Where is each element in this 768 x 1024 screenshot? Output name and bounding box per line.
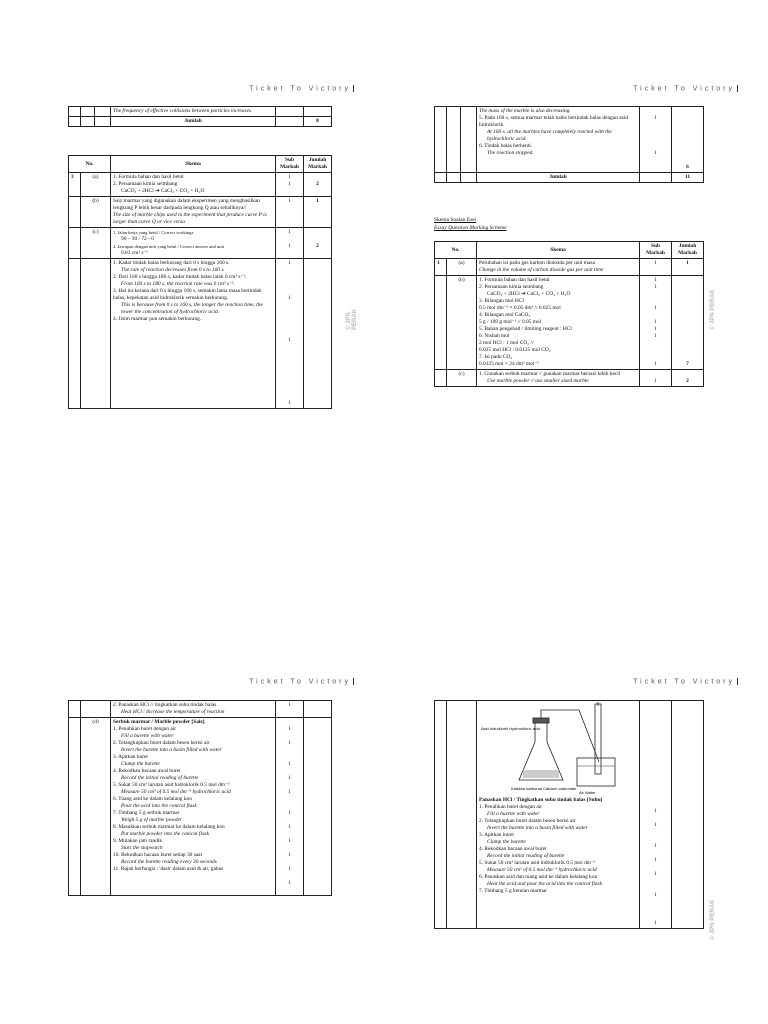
sub-mark: 1 <box>654 871 657 877</box>
sub-mark: 1 <box>288 880 291 886</box>
p4-subs <box>640 701 672 929</box>
header-no: No. <box>435 242 477 259</box>
list-item: 7. Isi padu CO₂ <box>479 354 513 360</box>
list-item-en: Fill a burette with water <box>121 733 174 739</box>
list-item: 7. Timbang 5 g ketulan marmar <box>479 888 547 894</box>
sub-mark: 1 <box>288 229 291 235</box>
p2-scheme-continued <box>477 107 640 173</box>
scheme-text-en: Change in the volume of carbon dioxide gas per unit time <box>479 267 604 273</box>
sub-mark: 1 <box>288 789 291 795</box>
list-item: 5 g / 100 g mol⁻¹ // 0.05 mol <box>479 319 542 325</box>
apparatus-diagram <box>479 702 619 794</box>
list-item-en: At 160 s, all the marbles have completely reacted with the hydrochloric acid. <box>487 129 612 142</box>
list-item: 5. Bahan pengehad / limiting reagent : HCl <box>479 326 572 332</box>
sub-mark: 1 <box>654 115 657 121</box>
page-1 <box>0 0 384 512</box>
list-item: 6. Tuang asid ke dalam kelalang kon <box>113 796 192 802</box>
p4-scheme <box>477 701 640 929</box>
list-item: 2. Telangkupkan buret dalam besen berisi air <box>113 740 210 746</box>
p1-part-c-scheme <box>111 228 276 259</box>
p1-part-b-label: (b) <box>81 197 111 228</box>
list-item-en: Invert the burette into a basin filled with water <box>487 825 588 831</box>
list-item: 1. Penuhkan buret dengan air <box>479 804 543 810</box>
list-item: 6. Tindak balas berhenti. <box>479 143 533 149</box>
p2-jumlah-mark: 11 <box>672 173 704 183</box>
p1-top-row-text: The frequency of effective collisions between particles increases <box>111 107 276 117</box>
sub-mark: 1 <box>288 810 291 816</box>
working: 90 – 30 / 72 - 0 <box>121 236 154 242</box>
header-jumlah: Jumlah Markah <box>304 156 332 173</box>
p2-top-table <box>434 106 704 183</box>
p2-question-number: 1 <box>435 259 447 276</box>
p1-part-a-scheme <box>111 173 276 197</box>
basin <box>577 758 615 786</box>
list-item-en: Measure 50 cm³ of 0.5 mol dm⁻³ hydrochloric acid <box>487 867 597 873</box>
sub-mark <box>642 312 669 319</box>
list-item: 1. Jalan kerja yang betul / Correct workings <box>113 230 194 235</box>
list-item-en: From 160 s to 180 s, the reaction rate was 0 cm³ s⁻¹. <box>121 281 235 287</box>
p2-part-a-scheme <box>477 259 640 276</box>
sub-mark: 1 <box>288 726 291 732</box>
header-no: No. <box>69 156 111 173</box>
sub-mark: 1 <box>654 892 657 898</box>
list-item-en: The rate of reaction decreases from 0 s to 160 s. <box>121 267 225 273</box>
total-mark: 1 <box>304 197 332 228</box>
sub-mark: 1 <box>654 150 657 156</box>
sub-mark: 1 <box>654 326 657 332</box>
list-item: 3. Apitkan buret <box>113 754 148 760</box>
label-carbonate: Kalsium karbonat Calcium carbonate <box>511 786 577 791</box>
sub-mark: 1 <box>288 775 291 781</box>
sub-mark <box>642 347 669 354</box>
sub-mark: 1 <box>654 333 657 339</box>
list-item: 1. Formula bahan dan hasil betul <box>479 277 550 283</box>
watermark: © JPN PERAK <box>710 899 716 940</box>
header-ticket-to-victory: Ticket To Victory <box>633 678 738 685</box>
list-item: 0.025 mol HCl : 0.0125 mol CO₂ <box>479 347 551 353</box>
stopper <box>533 718 549 723</box>
list-item: 2. Telangkupkan buret dalam besen berisi air <box>479 818 576 824</box>
sub-mark <box>642 340 669 347</box>
total-mark: 7 <box>672 276 704 370</box>
scheme-heading: Panaskan HCl / Tingkatkan suhu tindak balas [Suhu] <box>479 797 603 803</box>
sub-mark: 1 <box>288 866 291 872</box>
sub-mark: 1 <box>654 822 657 828</box>
list-item: 2. Persamaan kimia seimbang <box>113 181 178 187</box>
list-item-en: Invert the burette into a basin filled with water <box>121 747 222 753</box>
p3-scheme-table <box>68 700 332 896</box>
list-item: 6. Nisbah mol <box>479 333 510 339</box>
list-item-en: Start the stopwatch <box>121 845 163 851</box>
list-item: 4. Rekodkan bacaan awal buret <box>479 846 547 852</box>
p1-part-c-label: (c) <box>81 228 111 259</box>
sub-mark: 1 <box>654 361 657 367</box>
scheme-text: Saiz marmar yang digunakan dalam eksperimen yang menghasilkan lengkung P lebih besar daripada lengkung Q atau sebaliknya// <box>113 198 260 211</box>
list-item: 5. Pada 160 s, semua marmar telah habis bertindak balas dengan asid hidroklorik. <box>479 115 628 128</box>
sub-mark: 1 <box>640 259 672 276</box>
list-item: 4. Jisim marmar pun semakin berkurang. <box>113 316 202 322</box>
list-item: 3. Hal ini kerana dari 0 s hingga 160 s, semakin lama masa bertindak balas, kepekatan asid hidroklorik semakin berkurang. <box>113 288 262 301</box>
total-mark: 2 <box>316 243 319 249</box>
list-item-en: Weigh 5 g of marble powder <box>121 817 183 823</box>
list-item-en: Heat HCl / Increase the temperature of reaction <box>121 709 225 715</box>
sub-mark: 1 <box>654 857 657 863</box>
list-item-en: Clamp the burette <box>487 839 526 845</box>
total-mark: 2 <box>672 370 704 387</box>
p3-part-d-scheme <box>111 718 276 896</box>
list-item-en: Fill a burette with water <box>487 811 540 817</box>
header-ticket-to-victory: Ticket To Victory <box>249 678 354 685</box>
p1-top-table <box>68 106 332 127</box>
sub-mark: 1 <box>640 370 672 387</box>
sub-mark: 1 <box>654 920 657 926</box>
sub-mark <box>642 298 669 305</box>
p3-scheme-continued <box>111 701 276 718</box>
list-item: 11. Rajah berfungsi : 'dash' dalam asid & air, gabus <box>113 866 224 872</box>
list-item: 2. Dari 160 s hingga 180 s, kadar tindak balas ialah 0 cm³ s⁻¹. <box>113 274 247 280</box>
p2-part-c-label: (c) <box>447 370 477 387</box>
sub-mark <box>642 291 669 298</box>
sub-mark <box>642 354 669 361</box>
list-item-en: Record the initial reading of burette <box>121 775 199 781</box>
header-ticket-to-victory: Ticket To Victory <box>249 85 354 92</box>
sub-mark: 1 <box>288 260 291 266</box>
p3-part-d-subs <box>276 718 304 896</box>
sub-mark: 1 <box>276 197 304 228</box>
sub-mark: 1 <box>288 740 291 746</box>
list-item: 4. Rekodkan bacaan awal buret <box>113 768 181 774</box>
p1-jumlah-label: Jumlah <box>111 117 276 127</box>
list-item: 5. Sukat 50 cm³ larutan asid hidroklorik 0.5 mol dm⁻³ <box>479 860 596 866</box>
list-item: 3. Apitkan buret <box>479 832 514 838</box>
list-item-en: The mass of the marble is also decreasing. <box>479 108 571 114</box>
header-sub: Sub Markah <box>276 156 304 173</box>
p1-part-b-scheme <box>111 197 276 228</box>
answer: 0.83 cm³ s⁻¹ <box>121 250 148 256</box>
burette <box>595 704 601 774</box>
sub-mark: 1 <box>654 843 657 849</box>
list-item-en: Put marble powder into the conical flask <box>121 831 210 837</box>
label-water: Air Water <box>579 790 596 794</box>
p1-question-number: 3 <box>69 173 81 197</box>
sub-mark: 1 <box>288 400 291 406</box>
list-item: CaCO₃ + 2HCl ➔ CaCl₂ + CO₂ + H₂O <box>487 291 571 297</box>
page-2 <box>384 0 768 512</box>
list-item: 2. Panaskan HCl // tingkatkan suhu tindak balas <box>113 702 217 708</box>
sub-mark: 1 <box>288 824 291 830</box>
sub-mark: 1 <box>288 243 291 249</box>
sub-mark: 1 <box>654 277 657 283</box>
total-mark: 2 <box>316 181 319 187</box>
watermark: © JPN PERAK <box>710 289 716 330</box>
p4-scheme-table <box>434 700 704 929</box>
list-item: 0.0125 mol × 24 dm³ mol⁻¹ <box>479 361 539 367</box>
list-item: 0.5 mol dm⁻³ × 0.05 dm³ // 0.025 mol <box>479 305 561 311</box>
sub-mark: 1 <box>276 701 304 718</box>
list-item-en: Clamp the burette <box>121 761 160 767</box>
p2-scheme-table <box>434 241 704 387</box>
p2-part-b-subs <box>640 276 672 370</box>
list-item: 3. Bilangan mol HCl <box>479 298 524 304</box>
sub-mark: 1 <box>288 295 291 301</box>
list-item: 1. Gunakan serbuk marmar // gunakan marmar bersaiz lebih kecil <box>479 371 621 377</box>
sub-mark: 1 <box>288 852 291 858</box>
sub-mark: 1 <box>654 284 657 290</box>
scheme-text-en: The size of marble chips used in the experiment that produce curve P is larger than curve Q or vice versa <box>113 212 267 225</box>
section-title-ms: Skema Soalan Esei <box>434 217 477 223</box>
page-3 <box>0 512 384 1024</box>
sub-mark: 1 <box>288 174 291 180</box>
sub-mark: 1 <box>654 319 657 325</box>
sub-mark: 1 <box>288 337 291 343</box>
sub-mark: 1 <box>654 305 657 311</box>
p2-jumlah-label: Jumlah <box>477 173 640 183</box>
list-item-en: This is because from 0 s to 160 s, the longer the reaction time, the lower the concentration of hydrochloric acid. <box>121 302 263 315</box>
equation: CaCO₃ + 2HCl ➔ CaCl₂ + CO₂ + H₂O <box>121 188 205 194</box>
list-item-en: Use marble powder // use smaller sized marble <box>487 378 589 384</box>
header-skema: Skema <box>111 156 276 173</box>
delivery-tube <box>541 710 599 762</box>
header-sub: Sub Markah <box>640 242 672 259</box>
list-item-en: Record the burette reading every 30 seconds <box>121 859 217 865</box>
list-item-en: Measure 50 cm³ of 0.5 mol dm⁻³ hydrochloric acid <box>121 789 231 795</box>
list-item: 1. Penuhkan buret dengan air <box>113 726 177 732</box>
sub-mark: 1 <box>654 808 657 814</box>
watermark: © JPN PERAK <box>346 308 358 330</box>
p2-part-b-scheme <box>477 276 640 370</box>
list-item: 10. Rekodkan bacaan buret setiap 30 saat <box>113 852 203 858</box>
scheme-text: Perubahan isi padu gas karbon dioksida per unit masa <box>479 260 595 266</box>
list-item: 2. Persamaan kimia seimbang <box>479 284 544 290</box>
header-ticket-to-victory: Ticket To Victory <box>633 85 738 92</box>
list-item: 5. Sukat 50 cm³ larutan asid hidroklorik 0.5 mol dm⁻³ <box>113 782 230 788</box>
header-jumlah: Jumlah Markah <box>672 242 704 259</box>
header-skema: Skema <box>477 242 640 259</box>
list-item: 7. Timbang 5 g serbuk marmar <box>113 810 180 816</box>
list-item-en: Pour the acid into the conical flask <box>121 803 197 809</box>
label-acid: Asid hidroklorik Hydrochloric acid <box>481 726 540 731</box>
list-item: 4. Bilangan mol CaCO₃ <box>479 312 531 318</box>
sub-mark: 1 <box>288 838 291 844</box>
p2-part-a-label: (a) <box>447 259 477 276</box>
sub-mark: 1 <box>288 181 291 187</box>
list-item: 2 mol HCl : 1 mol CO₂ // <box>479 340 534 346</box>
p1-part-a-label: (a) <box>81 173 111 197</box>
list-item-en: The reaction stopped. <box>487 150 534 156</box>
p3-part-d-label: (d) <box>81 718 111 896</box>
section-title-en: Essay Question Marking Scheme <box>434 225 507 231</box>
sub-mark: 1 <box>288 761 291 767</box>
list-item: 2. Jawapan dengan unit yang betul / Correct answer and unit <box>113 244 225 249</box>
list-item: 8. Masukkan serbuk marmar ke dalam kelalang kon <box>113 824 225 830</box>
list-item: 1. Formula bahan dan hasil betul <box>113 174 184 180</box>
total-mark: 6 <box>686 164 689 170</box>
p2-part-b-label: (b) <box>447 276 477 370</box>
p1-part-d-scheme <box>111 259 276 409</box>
page-4 <box>384 512 768 1024</box>
list-item: 1. Kadar tindak balas berkurang dari 0 s hingga 160 s. <box>113 260 230 266</box>
list-item: 6. Panaskan asid dan tuang asid ke dalam kelalang kon <box>479 874 598 880</box>
scheme-heading: Serbuk marmar / Marble powder [Saiz] <box>113 719 205 725</box>
p2-part-c-scheme <box>477 370 640 387</box>
total-mark: 1 <box>672 259 704 276</box>
p1-jumlah-mark: 8 <box>304 117 332 127</box>
list-item: 9. Mulakan jam randik <box>113 838 163 844</box>
list-item-en: Record the initial reading of burette <box>487 853 565 859</box>
section-title <box>434 216 507 232</box>
p1-scheme-table <box>68 155 332 409</box>
list-item-en: Heat the acid and pour the acid into the conical flask <box>487 881 602 887</box>
